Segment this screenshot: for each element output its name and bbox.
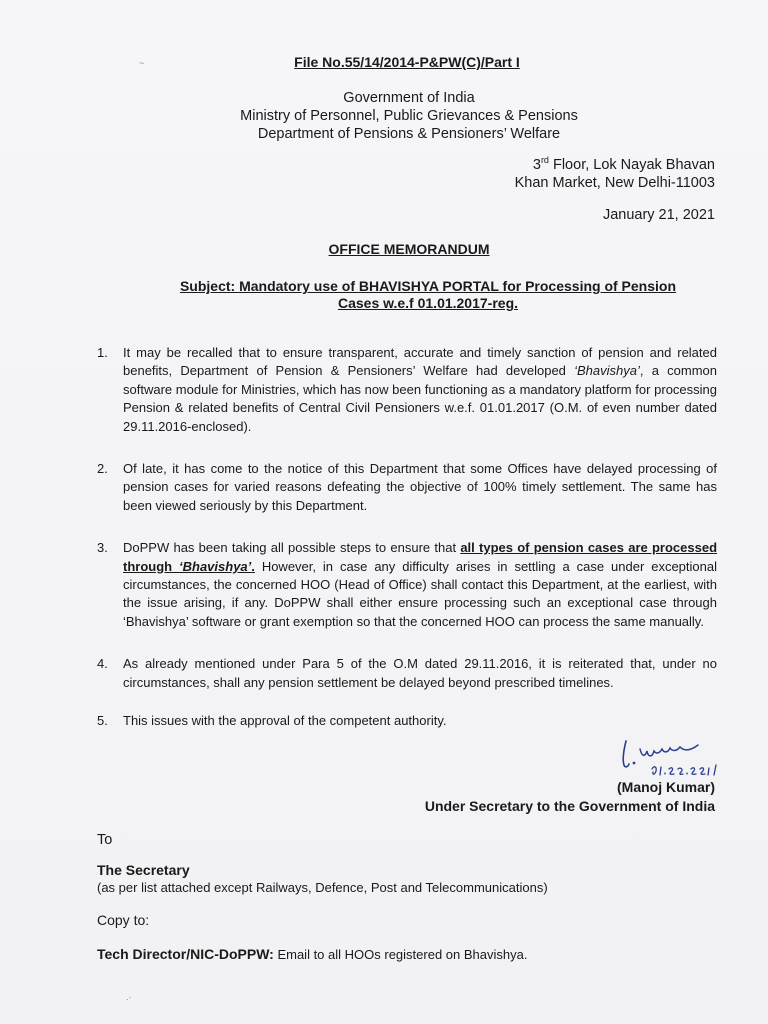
paragraph-number: 3. [97,540,108,556]
signature-stroke [652,765,716,775]
memo-title: OFFICE MEMORANDUM [328,241,490,257]
signature-stroke [623,741,629,767]
signer-name: (Manoj Kumar) [617,779,715,795]
file-number: File No.55/14/2014-P&PW(C)/Part I [294,54,520,70]
recipient-title: The Secretary [97,862,190,878]
paragraph-number: 5. [97,713,108,729]
copy-to-recipient: Tech Director/NIC-DoPPW: Email to all HOOs registered on Bhavishya. [97,946,528,962]
paragraph-number: 1. [97,345,108,360]
letterhead-ministry: Ministry of Personnel, Public Grievances & Pensions [240,108,578,124]
paragraph-4: 4. As already mentioned under Para 5 of the O.M dated 29.11.2016, it is reiterated that, under no circumstances, shall any pension settlement be delayed beyond prescribed timelines. [97,656,717,690]
address-line-2: Khan Market, New Delhi-11003 [514,175,715,191]
scan-speck: .· [126,992,132,1002]
subject-line-2: Cases w.e.f 01.01.2017-reg. [337,295,519,311]
paragraph-5: 5. This issues with the approval of the competent authority. [97,712,717,730]
signature-stroke [640,745,698,756]
emphasis-bhavishya: all types of pension cases are processed through ‘Bhavishya’. [123,540,718,574]
paragraph-number: 2. [97,461,108,477]
scan-speck: ~ [139,58,145,68]
to-label: To [97,832,113,848]
recipient-note: (as per list attached except Railways, Defence, Post and Telecommunications) [97,880,548,895]
letterhead-department: Department of Pensions & Pensioners’ Welfare [257,126,561,142]
memo-date: January 21, 2021 [602,207,715,223]
letterhead-government: Government of India [343,90,475,106]
subject-line-1: Subject: Mandatory use of BHAVISHYA PORTAL for Processing of Pension [179,278,677,294]
paragraph-1: 1. It may be recalled that to ensure transparent, accurate and timely sanction of pension and related benefits, Department of Pension & Pensioners’ Welfare had developed ‘Bhavishya’, a common software module for Ministries, which has now been functioning as a mandatory platform for processing Pension & related benefits of Central Civil Pensioners w.e.f. 01.01.2017 (O.M. of even number dated 29.11.2016-enclosed). [97,345,717,434]
letterhead [0,89,768,143]
signer-title: Under Secretary to the Government of India [424,798,715,814]
handwritten-signature [612,727,742,787]
address-line-1: 3rd Floor, Lok Nayak Bhavan [532,155,715,173]
signature-dot [633,762,636,765]
paragraph-3: 3. DoPPW has been taking all possible steps to ensure that all types of pension cases are processed through ‘Bhavishya’. However, in case any difficulty arises in settling a case under exceptional circumstances, the concerned HOO (Head of Office) shall contact this Department, at the earliest, with the issue arising, if any. DoPPW shall either ensure processing such an exceptional case through ‘Bhavishya’ software or grant exemption so that the concerned HOO can process the same manually. [97,540,718,629]
memo-subject [128,278,728,312]
copy-to-label: Copy to: [97,912,150,928]
paragraph-number: 4. [97,656,108,672]
office-address [515,156,715,192]
memo-paragraphs [97,344,717,731]
paragraph-2: 2. Of late, it has come to the notice of this Department that some Offices have delayed processing of pension cases for varied reasons defeating the objective of 100% timely settlement. The same has been viewed seriously by this Department. [97,461,717,513]
